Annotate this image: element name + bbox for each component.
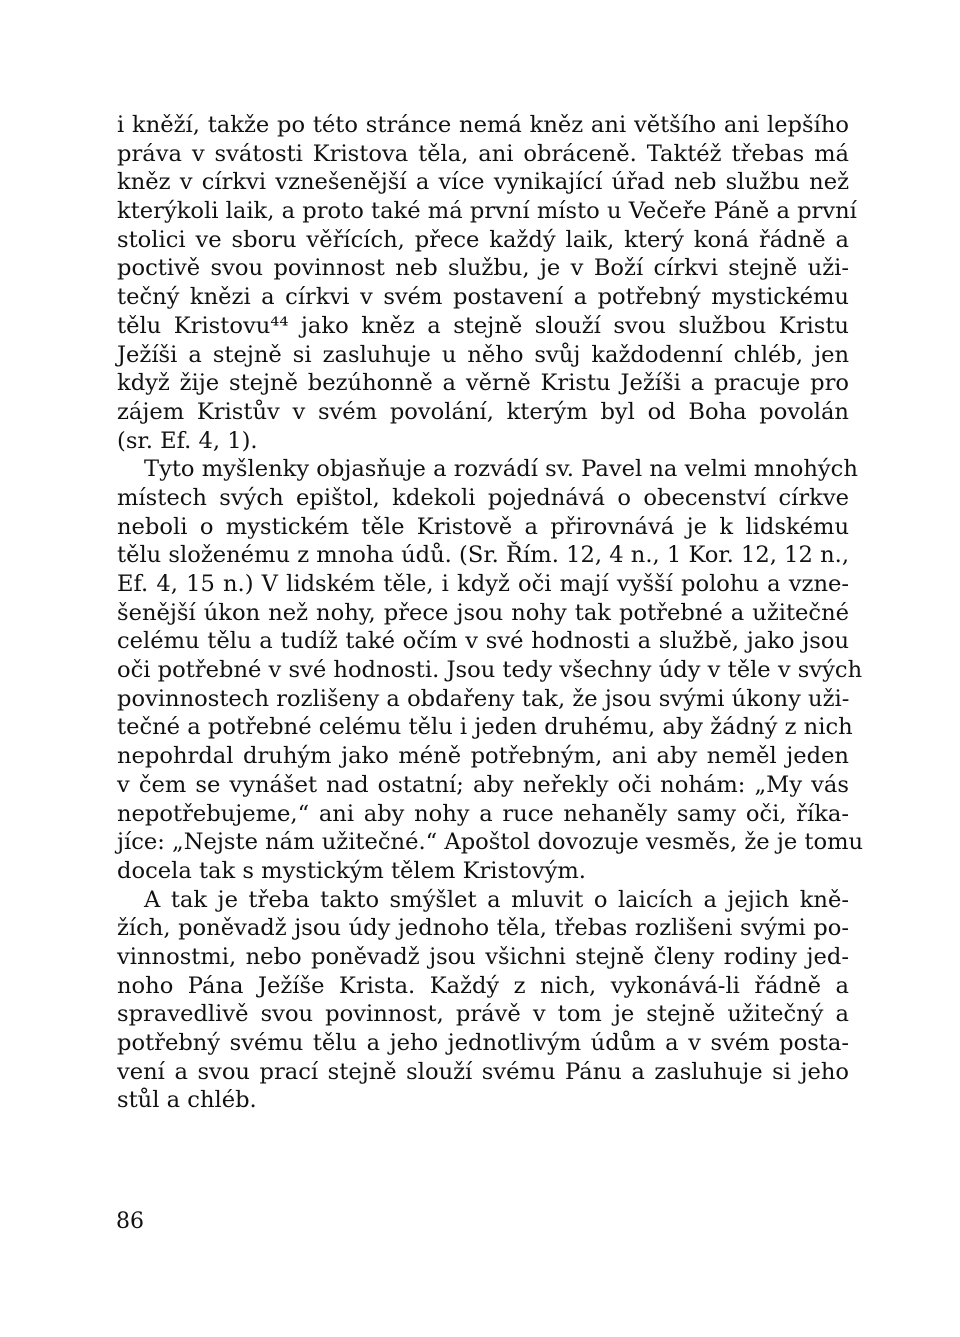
text-line: nepotřebujeme,“ ani aby nohy a ruce nehaněly samy oči, říka-: [117, 800, 849, 827]
text-line: i kněží, takže po této stránce nemá kněz ani většího ani lepšího: [117, 112, 849, 138]
text-line: oči potřebné v své hodnosti. Jsou tedy všechny údy v těle v svých: [117, 657, 863, 684]
body-text: [117, 111, 864, 1115]
text-line: spravedlivě svou povinnost, právě v tom je stejně užitečný a: [117, 1001, 849, 1028]
text-line: práva v svátosti Kristova těla, ani obráceně. Taktéž třebas má: [117, 140, 849, 167]
paragraph-end-line: stůl a chléb.: [117, 1087, 257, 1114]
text-line: tělu Kristovu⁴⁴ jako kněz a stejně slouží svou službou Kristu: [117, 312, 849, 339]
text-line: žích, poněvadž jsou údy jednoho těla, třebas rozlišeni svými po-: [117, 915, 849, 942]
text-line: celému tělu a tudíž také očím v své hodnosti a službě, jako jsou: [117, 628, 849, 655]
text-line: povinnostech rozlišeny a obdařeny tak, že jsou svými úkony uži-: [117, 685, 850, 712]
text-line: vinnostmi, nebo poněvadž jsou všichni stejně členy rodiny jed-: [117, 943, 849, 970]
text-line: když žije stejně bezúhonně a věrně Kristu Ježíši a pracuje pro: [117, 370, 849, 397]
text-line: kněz v církvi vznešenější a více vynikající úřad neb službu než: [117, 169, 849, 196]
page-number: 86: [116, 1209, 144, 1234]
text-line: kterýkoli laik, a proto také má první místo u Večeře Páně a první: [117, 198, 857, 225]
text-line: Ef. 4, 15 n.) V lidském těle, i když oči mají vyšší polohu a vzne-: [117, 571, 849, 597]
text-line: tečné a potřebné celému tělu i jeden druhému, aby žádný z nich: [117, 714, 853, 741]
text-line: potřebný svému tělu a jeho jednotlivým údům a v svém posta-: [117, 1030, 849, 1056]
paragraph-end-line: docela tak s mystickým tělem Kristovým.: [117, 857, 586, 884]
text-line: nepohrdal druhým jako méně potřebným, ani aby neměl jeden: [117, 743, 849, 770]
text-line: šenější úkon než nohy, přece jsou nohy tak potřebné a užitečné: [117, 599, 849, 626]
text-line: Ježíši a stejně si zasluhuje u něho svůj každodenní chléb, jen: [117, 341, 849, 368]
text-line: stolici ve sboru věřících, přece každý laik, který koná řádně a: [117, 226, 849, 253]
text-line: tělu složenému z mnoha údů. (Sr. Řím. 12, 4 n., 1 Kor. 12, 12 n.,: [117, 542, 849, 569]
paragraph-first-line: A tak je třeba takto smýšlet a mluvit o laicích a jejich kně-: [144, 886, 849, 913]
text-line: zájem Kristův v svém povolání, kterým byl od Boha povolán: [117, 398, 849, 425]
paragraph-first-line: Tyto myšlenky objasňuje a rozvádí sv. Pavel na velmi mnohých: [144, 456, 858, 483]
text-line: jíce: „Nejste nám užitečné.“ Apoštol dovozuje vesměs, že je tomu: [117, 829, 864, 856]
text-line: v čem se vynášet nad ostatní; aby neřekly oči nohám: „My vás: [117, 771, 849, 798]
text-line: tečný knězi a církvi v svém postavení a potřebný mystickému: [117, 284, 849, 311]
text-line: místech svých epištol, kdekoli pojednává o obecenství církve: [117, 484, 849, 511]
paragraph-end-line: (sr. Ef. 4, 1).: [117, 427, 258, 454]
text-line: poctivě svou povinnost neb službu, je v Boží církvi stejně uži-: [117, 255, 849, 282]
text-line: vení a svou prací stejně slouží svému Pánu a zasluhuje si jeho: [117, 1058, 849, 1085]
text-line: neboli o mystickém těle Kristově a přirovnává je k lidskému: [117, 513, 849, 540]
text-line: noho Pána Ježíše Krista. Každý z nich, vykonává-li řádně a: [117, 972, 849, 999]
